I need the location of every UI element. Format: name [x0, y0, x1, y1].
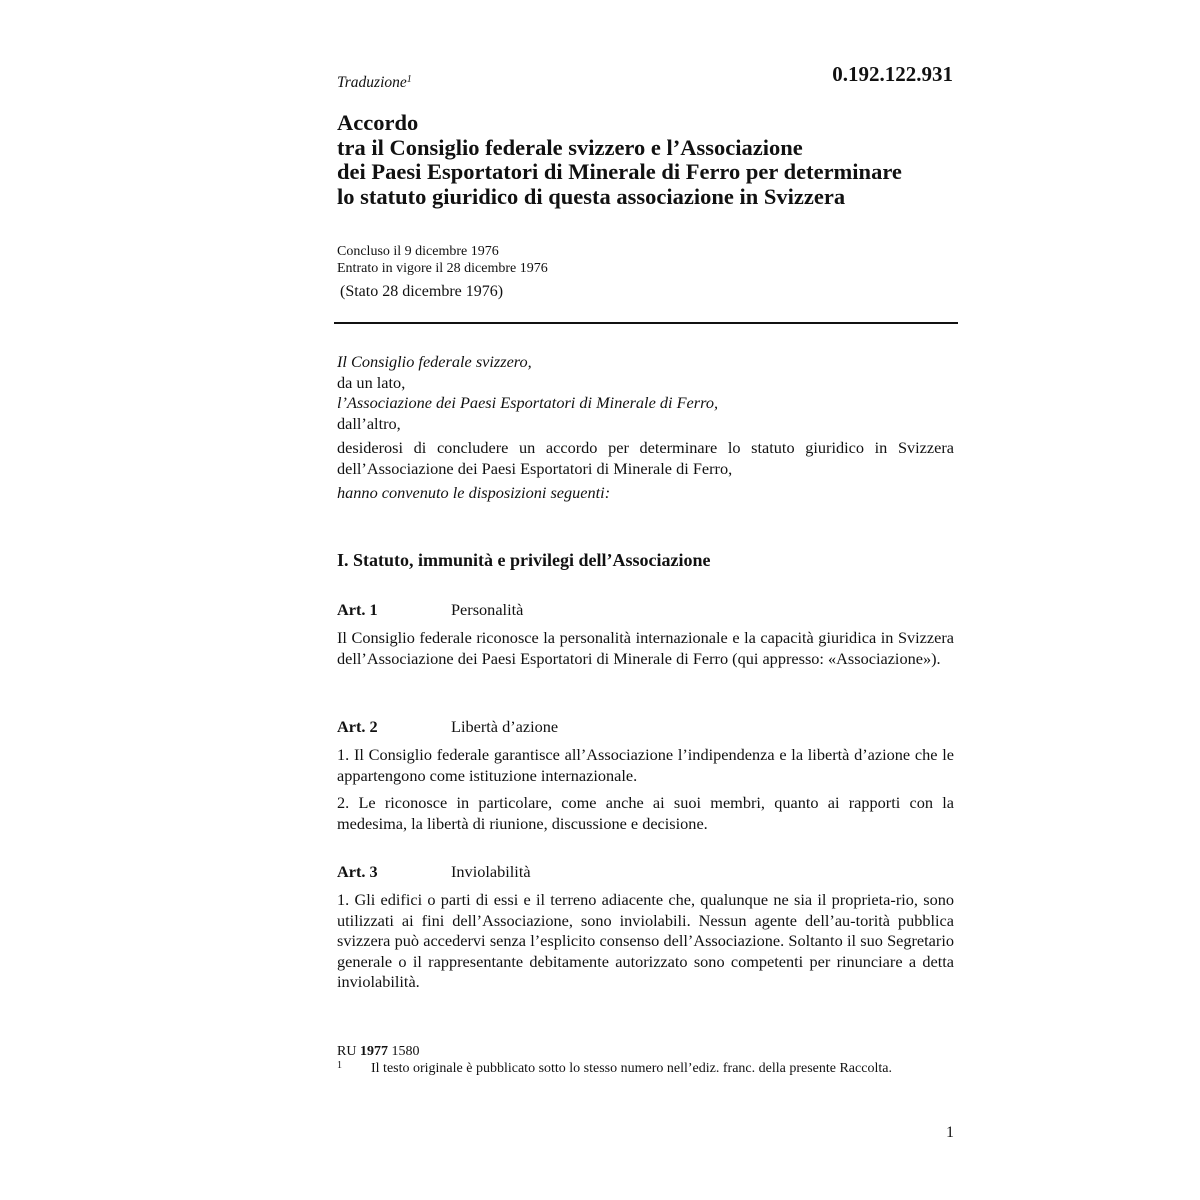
article-heading: [337, 862, 531, 882]
section-heading: I. Statuto, immunità e privilegi dell’Associazione: [337, 550, 711, 570]
ru-page: 1580: [391, 1044, 420, 1059]
party-two: l’Associazione dei Paesi Esportatori di Minerale di Ferro,: [337, 393, 719, 412]
party-one-side: da un lato,: [337, 372, 406, 392]
title-line: dei Paesi Esportatori di Minerale di Ferro per determinare: [337, 159, 902, 184]
translation-label: [337, 74, 412, 92]
ru-prefix: RU: [337, 1044, 357, 1059]
article-paragraph: 2. Le riconosce in particolare, come anche ai suoi membri, quanto ai rapporti con la medesima, la libertà di riunione, discussione e decisione.: [337, 793, 954, 833]
article-number: Art. 2: [337, 717, 378, 736]
preamble-desiderosi: desiderosi di concludere un accordo per determinare lo statuto giuridico in Svizzera dell’Associazione dei Paesi Esportatori di Minerale di Ferro,: [337, 438, 954, 478]
title-line: tra il Consiglio federale svizzero e l’Associazione: [337, 134, 803, 160]
translation-label-text: Traduzione: [337, 74, 407, 91]
official-collection-ref: [337, 1043, 954, 1060]
footnote-area: [337, 1043, 954, 1077]
date-info: [337, 243, 954, 277]
footnote-text: Il testo originale è pubblicato sotto lo stesso numero nell’ediz. franc. della presente Raccolta.: [371, 1061, 892, 1076]
article-number: Art. 3: [337, 862, 378, 881]
party-two-side: dall’altro,: [337, 413, 401, 433]
article-heading: [337, 717, 558, 737]
page-number: 1: [946, 1124, 954, 1141]
preamble: [337, 352, 954, 504]
header-divider: [334, 322, 958, 324]
article-number: Art. 1: [337, 600, 378, 619]
preamble-hanno: hanno convenuto le disposizioni seguenti:: [337, 483, 611, 502]
article-title: Libertà d’azione: [451, 717, 559, 736]
ru-year: 1977: [359, 1044, 388, 1059]
article-heading: [337, 600, 523, 620]
status-date: (Stato 28 dicembre 1976): [340, 283, 504, 300]
article-paragraph: 1. Il Consiglio federale garantisce all’Associazione l’indipendenza e la libertà d’azione che le appartengono come istituzione internazionale.: [337, 745, 954, 785]
footnote-reference[interactable]: 1: [406, 74, 412, 85]
concluded-date: Concluso il 9 dicembre 1976: [337, 244, 499, 259]
party-one: Il Consiglio federale svizzero,: [337, 352, 532, 371]
article-title: Inviolabilità: [451, 862, 531, 881]
entry-into-force-date: Entrato in vigore il 28 dicembre 1976: [337, 261, 548, 276]
footnote-mark: 1: [337, 1060, 342, 1071]
article-title: Personalità: [451, 600, 524, 619]
footnote: [337, 1060, 954, 1077]
document-title: [337, 111, 954, 209]
title-line: Accordo: [337, 110, 419, 135]
article-paragraph: 1. Gli edifici o parti di essi e il terreno adiacente che, qualunque ne sia il proprieta-rio, sono utilizzati ai fini dell’Associazione, sono inviolabili. Nessun agente dell’au-torità pubblica svizzera può accedervi senza l’esplicito consenso dell’Associazione. Soltanto il suo Segretario generale o il rappresentante debitamente autorizzato sono competenti per rinunciare a detta inviolabilità.: [337, 890, 954, 991]
sr-number: 0.192.122.931: [832, 62, 953, 86]
article-paragraph: Il Consiglio federale riconosce la personalità internazionale e la capacità giuridica in Svizzera dell’Associazione dei Paesi Esportatori di Minerale di Ferro (qui appresso: «Associazione»).: [337, 628, 954, 668]
title-line: lo statuto giuridico di questa associazione in Svizzera: [337, 183, 846, 209]
